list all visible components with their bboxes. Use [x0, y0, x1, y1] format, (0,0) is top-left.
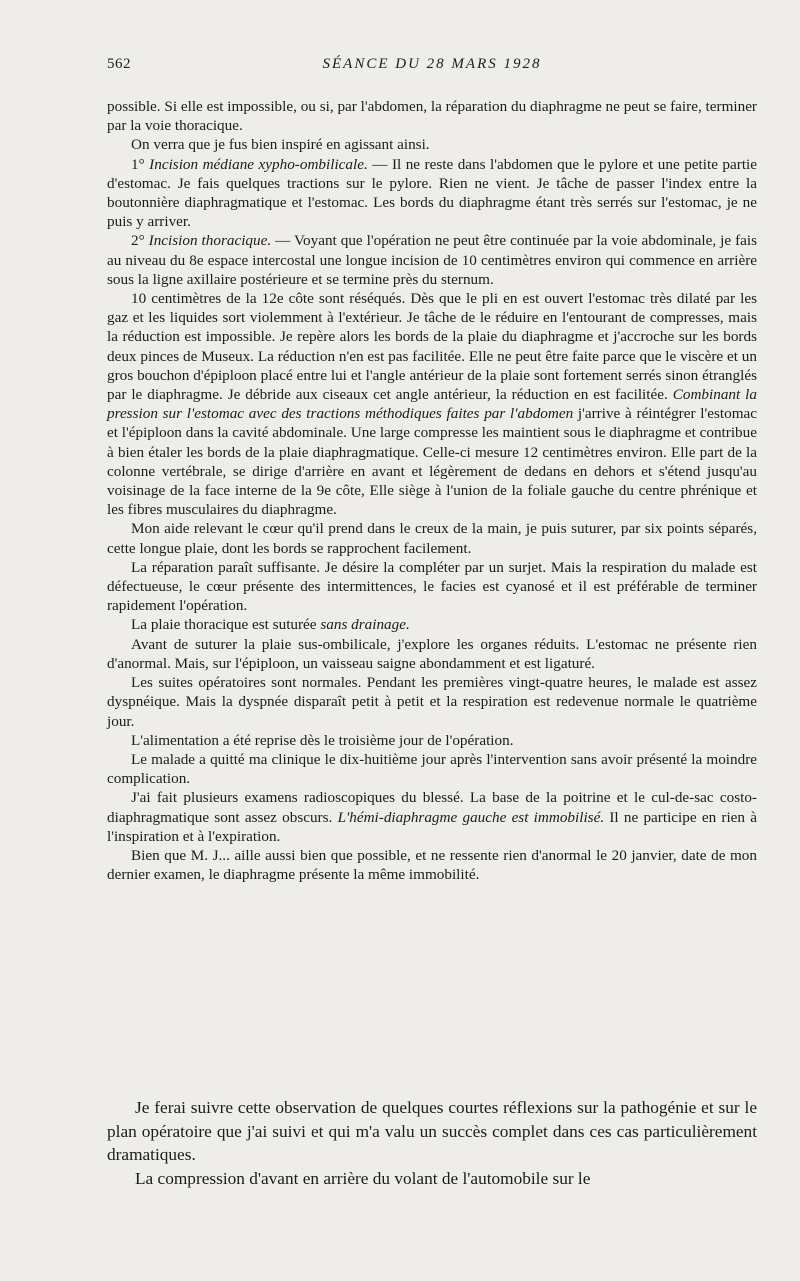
paragraph: La réparation paraît suffisante. Je désire la compléter par un surjet. Mais la respiration du malade est défectueuse, le cœur présente des intermittences, le facies est cyanosé et il est préférable de terminer rapidement l'opération.	[107, 558, 757, 615]
paragraph: Le malade a quitté ma clinique le dix-huitième jour après l'intervention sans avoir présenté la moindre complication.	[107, 750, 757, 788]
step-heading: Incision médiane xypho-ombilicale.	[149, 155, 368, 173]
emphasis: Combinant la pression sur l'estomac avec des tractions méthodiques faites par l'abdomen	[107, 386, 757, 423]
paragraph: On verra que je fus bien inspiré en agissant ainsi.	[131, 136, 430, 154]
paragraph: L'alimentation a été reprise dès le troisième jour de l'opération.	[131, 731, 514, 749]
paragraph	[107, 231, 757, 289]
paragraph	[107, 289, 757, 519]
paragraph	[107, 155, 757, 232]
paragraph-text: j'arrive à réintégrer l'estomac et l'épiploon dans la cavité abdominale. Une large compresse les maintient sous le diaphragme et contribue à bien étaler les bords de la plaie diaphragmatique. Celle-ci mesure 12 centimètres environ. Elle part de la colonne vertébrale, se dirige d'arrière en avant et légèrement de dedans en dehors et s'étend jusqu'au voisinage de la face interne de la 9e côte, Elle siège à l'union de la foliale gauche du centre phrénique et les fibres musculaires du diaphragme.	[107, 405, 757, 519]
paragraph: Mon aide relevant le cœur qu'il prend dans le creux de la main, je puis suturer, par six points séparés, cette longue plaie, dont les bords se rapprochent facilement.	[107, 520, 757, 557]
paragraph	[107, 615, 757, 634]
discussion-text	[107, 1096, 757, 1190]
case-report-text	[107, 97, 757, 884]
paragraph: Avant de suturer la plaie sus-ombilicale, j'explore les organes réduits. L'estomac ne présente rien d'anormal. Mais, sur l'épiploon, un vaisseau saigne abondamment et est ligaturé.	[107, 635, 757, 672]
page-header	[107, 56, 757, 78]
paragraph-text: Il ne participe en rien à l'inspiration et à l'expiration.	[107, 808, 757, 845]
page-number: 562	[107, 56, 131, 72]
step-number: 2°	[131, 232, 149, 250]
paragraph: Je ferai suivre cette observation de quelques courtes réflexions sur la pathogénie et sur le plan opératoire que j'ai suivi et qui m'a valu un succès complet dans ces cas particulièrement dramatiques.	[107, 1098, 757, 1164]
paragraph-text: — Voyant que l'opération ne peut être continuée par la voie abdominale, je fais au niveau du 8e espace intercostal une longue incision de 10 centimètres environ qui commence en arrière sous la ligne axillaire postérieure et se termine près du sternum.	[107, 232, 758, 288]
emphasis: L'hémi-diaphragme gauche est immobilisé.	[337, 808, 605, 826]
paragraph: Bien que M. J... aille aussi bien que possible, et ne ressente rien d'anormal le 20 janvier, date de mon dernier examen, le diaphragme présente la même immobilité.	[107, 846, 757, 884]
paragraph: Les suites opératoires sont normales. Pendant les premières vingt-quatre heures, le malade est assez dyspnéique. Mais la dyspnée disparaît petit à petit et la respiration est redevenue normale le quatrième jour.	[107, 674, 757, 730]
paragraph: possible. Si elle est impossible, ou si, par l'abdomen, la réparation du diaphragme ne peut se faire, terminer par la voie thoracique.	[107, 98, 757, 135]
paragraph	[107, 788, 757, 846]
step-number: 1°	[131, 155, 150, 173]
paragraph: La compression d'avant en arrière du volant de l'automobile sur le	[135, 1168, 591, 1188]
paragraph-text: J'ai fait plusieurs examens radioscopiques du blessé. La base de la poitrine et le cul-de-sac costo-diaphragmatique sont assez obscurs.	[107, 789, 757, 826]
emphasis: sans drainage.	[320, 616, 410, 634]
paragraph-text: La plaie thoracique est suturée	[131, 616, 321, 634]
paragraph-text: — Il ne reste dans l'abdomen que le pylore et une petite partie d'estomac. Je fais quelques tractions sur le pylore. Rien ne vient. Je tâche de passer l'index entre la boutonnière diaphragmatique et l'estomac. Les bords du diaphragme étant très serrés sur l'estomac, je ne puis y arriver.	[107, 155, 757, 231]
running-title: SÉANCE DU 28 MARS 1928	[322, 56, 542, 72]
step-heading: Incision thoracique.	[148, 232, 272, 250]
paragraph-text: 10 centimètres de la 12e côte sont réséqués. Dès que le pli en est ouvert l'estomac très dilaté par les gaz et les liquides sort violemment à l'extérieur. Je tâche de le réduire en l'entourant de compresses, mais la réduction est impossible. Je repère alors les bords de la plaie du diaphragme et j'accroche sur les bords deux pinces de Museux. La réduction n'en est pas facilitée. Elle ne peut être faite parce que le viscère et un gros bouchon d'épiploon placé entre lui et l'angle antérieur de la plaie sont fortement serrés sinon étranglés par le diaphragme. Je débride aux ciseaux cet angle antérieur, la réduction en est facilitée.	[107, 290, 757, 404]
